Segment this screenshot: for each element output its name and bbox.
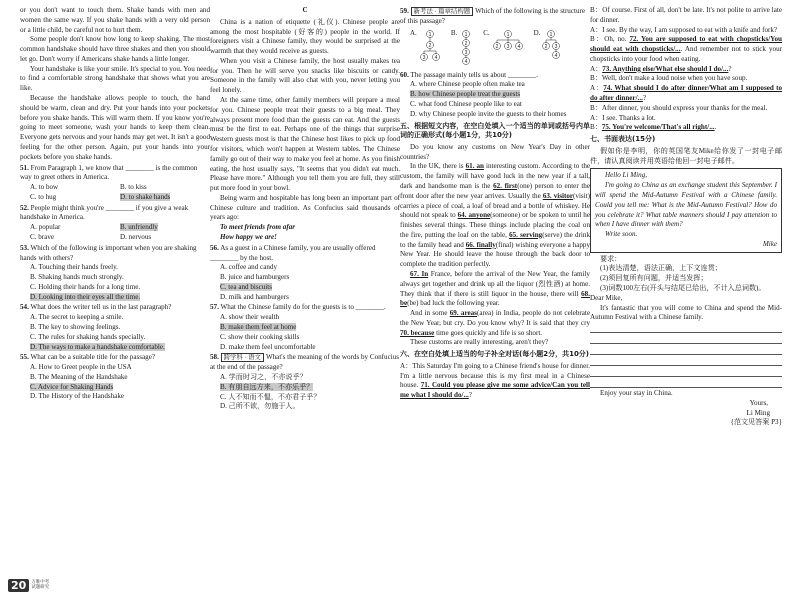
writing-line[interactable]	[590, 334, 782, 344]
column-2	[210, 6, 400, 412]
requirements-title: 要求：	[600, 254, 622, 263]
svg-text:1: 1	[550, 31, 553, 38]
dialogue-line: B：Of course. First of all, don't be late. It's not polite to arrive late for dinner.	[590, 6, 782, 24]
answer-65[interactable]: 65. serving	[509, 230, 543, 239]
section-5-title: 五、根据短文内容，在空白处填入一个适当的单词或括号内单词的正确形式(每小题1分，共10分)	[400, 121, 590, 140]
structure-diagram-c	[492, 29, 524, 53]
svg-text:2: 2	[464, 40, 468, 47]
svg-text:2: 2	[428, 42, 432, 49]
question-54: 54. What does the writer tell us in the last paragraph? A. The secret to keeping a smile. B. The key to showing feelings. C. The rules for shaking hands specially. D. The ways to make a handshake comfortable.	[20, 303, 210, 352]
option-a[interactable]: A. coffee and candy	[220, 263, 277, 272]
paragraph: Do you know any customs on New Year's Day in other countries?	[400, 142, 590, 161]
question-tag: 新考法 · 篇章结构题	[411, 7, 473, 16]
structure-diagram-a	[419, 29, 441, 63]
svg-text:4: 4	[555, 52, 558, 59]
svg-text:4: 4	[464, 58, 468, 65]
option-b[interactable]: B. juice and hamburgers	[220, 273, 290, 282]
option-b[interactable]: B. The key to showing feelings.	[30, 323, 121, 331]
paragraph-uk: In the UK, there is 61. an interesting custom. According to the custom, the family will have good luck in the new year if a tall, dark and handsome man is the 62. first(one) person to enter the front door after the new year arrives. Usually the 63. visitor(visit) carries a piece of coal, a loaf of bread and a bottle of whiskey. He should not speak to 64. anyone(someone) or be spoken to until he finishes several things. These things include placing the coal on the fire, putting the loaf on the table, 65. serving(serve) the drink to the family head and 66. finally(final) wishing everyone a happy New Year. He should leave the house through the back door to complete the tradition perfectly.	[400, 162, 591, 269]
option-a[interactable]: A. Touching their hands freely.	[30, 263, 118, 272]
paragraph: Because the handshake allows people to touch, the hand should be warm, clean and dry. Put your hands into your pockets before you shake hands. This will warm them. If you know you're going to meet someone, wash your hands to keep them clean. Everyone gets nervous and your hands may get wet. It isn't a good feeling for the other person. Again, put your hands into your pockets before you shake hands.	[20, 94, 210, 161]
paragraph: China is a nation of etiquette (礼仪). Chinese people are among the most hospitable (好客的) people in the world. If foreigners visit a Chinese family, they would be surprised at the warmth that they would receive as guests.	[210, 17, 400, 56]
email-box	[590, 168, 782, 252]
answer-61[interactable]: 61. an	[465, 162, 484, 171]
dialogue-line: A：73. Anything else/What else should I do/...?	[590, 64, 732, 73]
option-d[interactable]: D. 1 2 3 4	[534, 29, 573, 61]
option-c[interactable]: C. 1 2 3 4	[483, 29, 523, 53]
answer-69[interactable]: 69. areas	[449, 309, 477, 318]
column-4	[590, 6, 782, 428]
option-d-selected[interactable]: D. The ways to make a handshake comfortable.	[30, 342, 165, 351]
subject-tag: 跨学科 · 语文	[221, 353, 264, 362]
svg-text:3: 3	[506, 43, 510, 50]
writing-line[interactable]	[590, 323, 782, 333]
option-a[interactable]: A. to bow	[30, 183, 59, 192]
section-heading: C	[302, 6, 308, 14]
option-a[interactable]: A. show their wealth	[220, 313, 280, 322]
reply-greeting: Dear Mike,	[590, 293, 623, 302]
answer-73[interactable]: 73. Anything else/What else should I do/...	[602, 64, 729, 73]
answer-75[interactable]: 75. You're welcome/That's all right/...	[601, 123, 715, 132]
paragraph-france: 67. In France, before the arrival of the New Year, the family always get together and drink up all the liquor (烈性酒) at home. They think that if there is still liquor in the house, there will 68. be(be) bad luck the following year.	[400, 269, 590, 308]
dialogue-line: B：75. You're welcome/That's all right/....	[590, 123, 717, 132]
paragraph: or you don't want to touch them. Shake hands with men and women the same way. If you shake hands with a very old person or a little child, be careful not to hurt them.	[20, 6, 210, 34]
page-footer	[8, 579, 49, 592]
reply-ending: Enjoy your stay in China.	[600, 389, 673, 398]
option-d-selected[interactable]: D. to shake hands	[120, 192, 171, 201]
dialogue-line: A：74. What should I do after dinner/What am I supposed to do after dinner/...?	[590, 84, 783, 103]
closing: Yours,	[749, 398, 768, 407]
dialogue-line: B：Well, don't make a loud noise when you have soup.	[590, 74, 748, 83]
requirement: (3)词数100左右(开头与结尾已给出，不计入总词数)。	[600, 283, 766, 292]
requirement: (2)须回复所有问题，并适当发挥；	[600, 274, 708, 283]
quote-line: To meet friends from afar	[220, 223, 296, 232]
answer-62[interactable]: 62. first	[493, 181, 518, 190]
section-6-title: 六、在空白处填上适当的句子补全对话(每小题2分，共10分)	[400, 350, 590, 359]
option-d[interactable]: D. nervous	[120, 232, 152, 241]
structure-diagram-d	[542, 29, 572, 61]
email-greeting: Hello Li Ming,	[605, 171, 647, 180]
question-51: 51. From Paragraph 1, we know that ________ is the common way to greet others in America. A. to bow B. to kiss C. to hug D. to shake hands	[20, 164, 210, 203]
option-a[interactable]: A. The secret to keeping a smile.	[30, 313, 124, 322]
option-a[interactable]: A. where Chinese people often make tea	[410, 80, 525, 89]
option-d[interactable]: D. why Chinese people invite the guests to their homes	[410, 109, 567, 118]
svg-text:3: 3	[422, 54, 426, 61]
question-52: 52. People might think you're ________ if you give a weak handshake in America. A. popular B. unfriendly C. brave D. nervous	[20, 204, 210, 243]
writing-line[interactable]	[590, 345, 782, 355]
answer-71[interactable]: 71. Could you please give me some advice/Can you tell me what I should do/...	[400, 381, 590, 400]
paragraph: Your handshake is like your smile. It's special to you. You need to find a comfortable strong handshake that shows what you are like.	[20, 64, 210, 93]
option-a[interactable]: A. 1 2 3 4	[410, 29, 441, 63]
signature-name: Li Ming	[746, 408, 770, 417]
page-number: 20	[8, 579, 29, 592]
dialogue-line: A：This Saturday I'm going to a Chinese friend's house for dinner. I'm a little nervous because this is my first meal in a Chinese house. 71. Could you please give me some advice/Can you tell me what I should do/...?	[400, 361, 590, 400]
option-d[interactable]: D. 己所不欲，勿施于人。	[220, 402, 300, 411]
option-d-selected[interactable]: D. Looking into their eyes all the time.	[30, 292, 141, 301]
email-closing: Write soon.	[605, 230, 638, 239]
option-a[interactable]: A. popular	[30, 223, 61, 232]
paragraph: Some people don't know how long to keep shaking. The most common handshake should have three shakes and then you should let go. Don't worry if Americans shake hands a little longer.	[20, 35, 210, 63]
email-signature: Mike	[762, 239, 777, 248]
option-c[interactable]: C. to hug	[30, 192, 57, 201]
dialogue-line: B：Oh, no. 72. You are supposed to eat with chopsticks/You should eat with chopsticks/.... And remember not to stick your chopsticks into your food when eating.	[590, 35, 782, 63]
svg-text:1: 1	[428, 31, 432, 38]
option-c-selected[interactable]: C. tea and biscuits	[220, 282, 273, 291]
quote-line: How happy we are!	[220, 232, 277, 241]
dialogue-line: A：I see. Thanks a lot.	[590, 113, 656, 122]
writing-task: 假如你是李明，你的英国笔友Mike给你发了一封电子邮件，请认真阅读并用英语给他回一封电子邮件。	[590, 146, 782, 165]
option-b-selected[interactable]: B. 有朋自远方来，不亦乐乎？	[220, 382, 314, 391]
option-c[interactable]: C. brave	[30, 232, 55, 241]
question-60: 60. The passage mainly tells us about ________. A. where Chinese people often make tea B. how Chinese people treat the guests C. what food Chinese people like to eat D. why Chinese people invite the guests to their homes	[400, 71, 590, 120]
column-1	[20, 6, 210, 402]
writing-area[interactable]	[590, 323, 782, 388]
option-b-selected[interactable]: B. make them feel at home	[220, 323, 297, 331]
writing-line[interactable]	[590, 378, 782, 388]
question-56: 56. As a guest in a Chinese family, you are usually offered ________ by the host. A. coffee and candy B. juice and hamburgers C. tea and biscuits D. milk and hamburgers	[210, 244, 400, 303]
svg-text:3: 3	[464, 49, 468, 56]
answer-reference: {范文见答案 P3}	[730, 418, 782, 427]
option-b[interactable]: B. 1 2 3 4	[451, 29, 473, 69]
option-b[interactable]: B. Shaking hands much strongly.	[30, 273, 124, 282]
option-b-selected[interactable]: B. unfriendly	[120, 223, 158, 232]
option-d[interactable]: D. make them feel uncomfortable	[220, 342, 316, 351]
paragraph: These customs are really interesting, aren't they?	[410, 338, 549, 347]
option-c[interactable]: C. what food Chinese people like to eat	[410, 99, 522, 108]
answer-74[interactable]: 74. What should I do after dinner/What am I supposed to do after dinner/...	[590, 84, 783, 103]
reply-opening: It's fantastic that you will come to China and spend the Mid-Autumn Festival with a Chinese family.	[590, 303, 782, 322]
option-b[interactable]: B. to kiss	[120, 183, 147, 192]
paragraph: Being warm and hospitable has long been an important part of Chinese culture and tradition. As Confucius said thousands of years ago:	[210, 193, 400, 222]
option-a[interactable]: A. How to Greet people in the USA	[30, 363, 132, 372]
question-53: 53. Which of the following is important when you are shaking hands with others? A. Touching their hands freely. B. Shaking hands much strongly. C. Holding their hands for a long time. D. Looking into their eyes all the time.	[20, 244, 210, 303]
svg-text:4: 4	[434, 54, 438, 61]
question-55: 55. What can be a suitable title for the passage? A. How to Greet people in the USA B. The Meaning of the Handshake C. Advice for Shaking Hands D. The History of the Handshake	[20, 353, 210, 402]
answer-72[interactable]: 72. You are supposed to eat with chopsticks/You should eat with chopsticks/...	[590, 35, 782, 54]
option-c[interactable]: C. 人不知而不愠，不亦君子乎？	[220, 392, 321, 401]
requirement: (1)表达清楚，语法正确，上下文连贯；	[600, 264, 722, 273]
paragraph: When you visit a Chinese family, the host usually makes tea for you. Then he will serve you snacks like biscuits or candy. Someone in the family will also chat with you, never letting you feel lonely.	[210, 56, 400, 95]
option-c[interactable]: C. show their cooking skills	[220, 332, 300, 341]
option-c-selected[interactable]: C. Advice for Shaking Hands	[30, 382, 114, 391]
option-d[interactable]: D. milk and hamburgers	[220, 292, 289, 301]
brand-label: 万唯中考 试题研究	[31, 579, 50, 590]
option-b[interactable]: B. The Meaning of the Handshake	[30, 372, 128, 381]
question-57: 57. What the Chinese family do for the guests is to ________. A. show their wealth B. make them feel at home C. show their cooking skills D. make them feel uncomfortable	[210, 303, 400, 352]
writing-line[interactable]	[590, 356, 782, 366]
svg-text:3: 3	[555, 43, 558, 50]
column-3	[400, 6, 590, 401]
answer-67[interactable]: 67. In	[410, 269, 429, 278]
structure-diagrams	[410, 29, 590, 69]
option-c[interactable]: C. The rules for shaking hands specially.	[30, 332, 146, 341]
structure-diagram-b	[459, 29, 473, 69]
paragraph-india: And in some 69. areas(area) in India, people do not celebrate the New Year, but cry. Do you know why? It is said that they cry 70. because time goes quickly and life is so short.	[400, 309, 591, 337]
question-59: 59. 新考法 · 篇章结构题 Which of the following is the structure of this passage? A. 1 2 3 4 B. 1 2 3 4 C. 1 2 3 4 D. 1 2 3 4	[400, 7, 590, 69]
section-7-title: 七、书面表达(15分)	[590, 135, 656, 144]
svg-text:1: 1	[464, 31, 468, 38]
option-d[interactable]: D. The History of the Handshake	[30, 392, 125, 401]
question-58: 58. 跨学科 · 语文 What's the meaning of the words by Confucius at the end of the passage? A. 学而时习之，不亦说乎？ B. 有朋自远方来，不亦乐乎？ C. 人不知而不愠，不亦君子乎？ D. 己所不欲，勿施于人。	[210, 353, 400, 411]
email-body: I'm going to China as an exchange student this September. I will spend the Mid-Autumn Festival with a Chinese family. Could you tell me: What is the Mid-Autumn Festival? How do you celebrate it? What table manners should I pay attention to when I have dinner with them?	[595, 181, 777, 229]
paragraph: At the same time, other family members will prepare a meal for you. Chinese people treat their guests to a big meal. They always present more food than the guests can eat. And the guests must be the first to eat. Perhaps one of the things that surprise Western guests most is that the Chinese host likes to pick up food for visitors, which won't happen at Western tables. The Chinese family go out of their way to make you feel at home. As you finish eating, the host usually says, "It seems that you didn't eat much. Please have more." Although you tell them you are full, they still put more food in your bowl.	[210, 96, 400, 193]
option-c[interactable]: C. Holding their hands for a long time.	[30, 282, 141, 291]
answer-64[interactable]: 64. anyone	[457, 211, 491, 220]
svg-text:1: 1	[506, 31, 510, 38]
writing-line[interactable]	[590, 367, 782, 377]
option-a[interactable]: A. 学而时习之，不亦说乎？	[220, 372, 307, 381]
dialogue-line: B：After dinner, you should express your thanks for the meal.	[590, 103, 768, 112]
dialogue-line: A：I see. By the way, I am supposed to eat with a knife and fork?	[590, 25, 778, 34]
svg-text:4: 4	[517, 43, 521, 50]
answer-63[interactable]: 63. visitor	[542, 191, 574, 200]
svg-text:2: 2	[545, 43, 548, 50]
answer-70[interactable]: 70. because	[400, 328, 435, 337]
svg-text:2: 2	[495, 43, 499, 50]
option-b-selected[interactable]: B. how Chinese people treat the guests	[410, 90, 521, 99]
answer-68[interactable]: 68. be	[400, 289, 590, 308]
answer-66[interactable]: 66. finally	[465, 240, 496, 249]
